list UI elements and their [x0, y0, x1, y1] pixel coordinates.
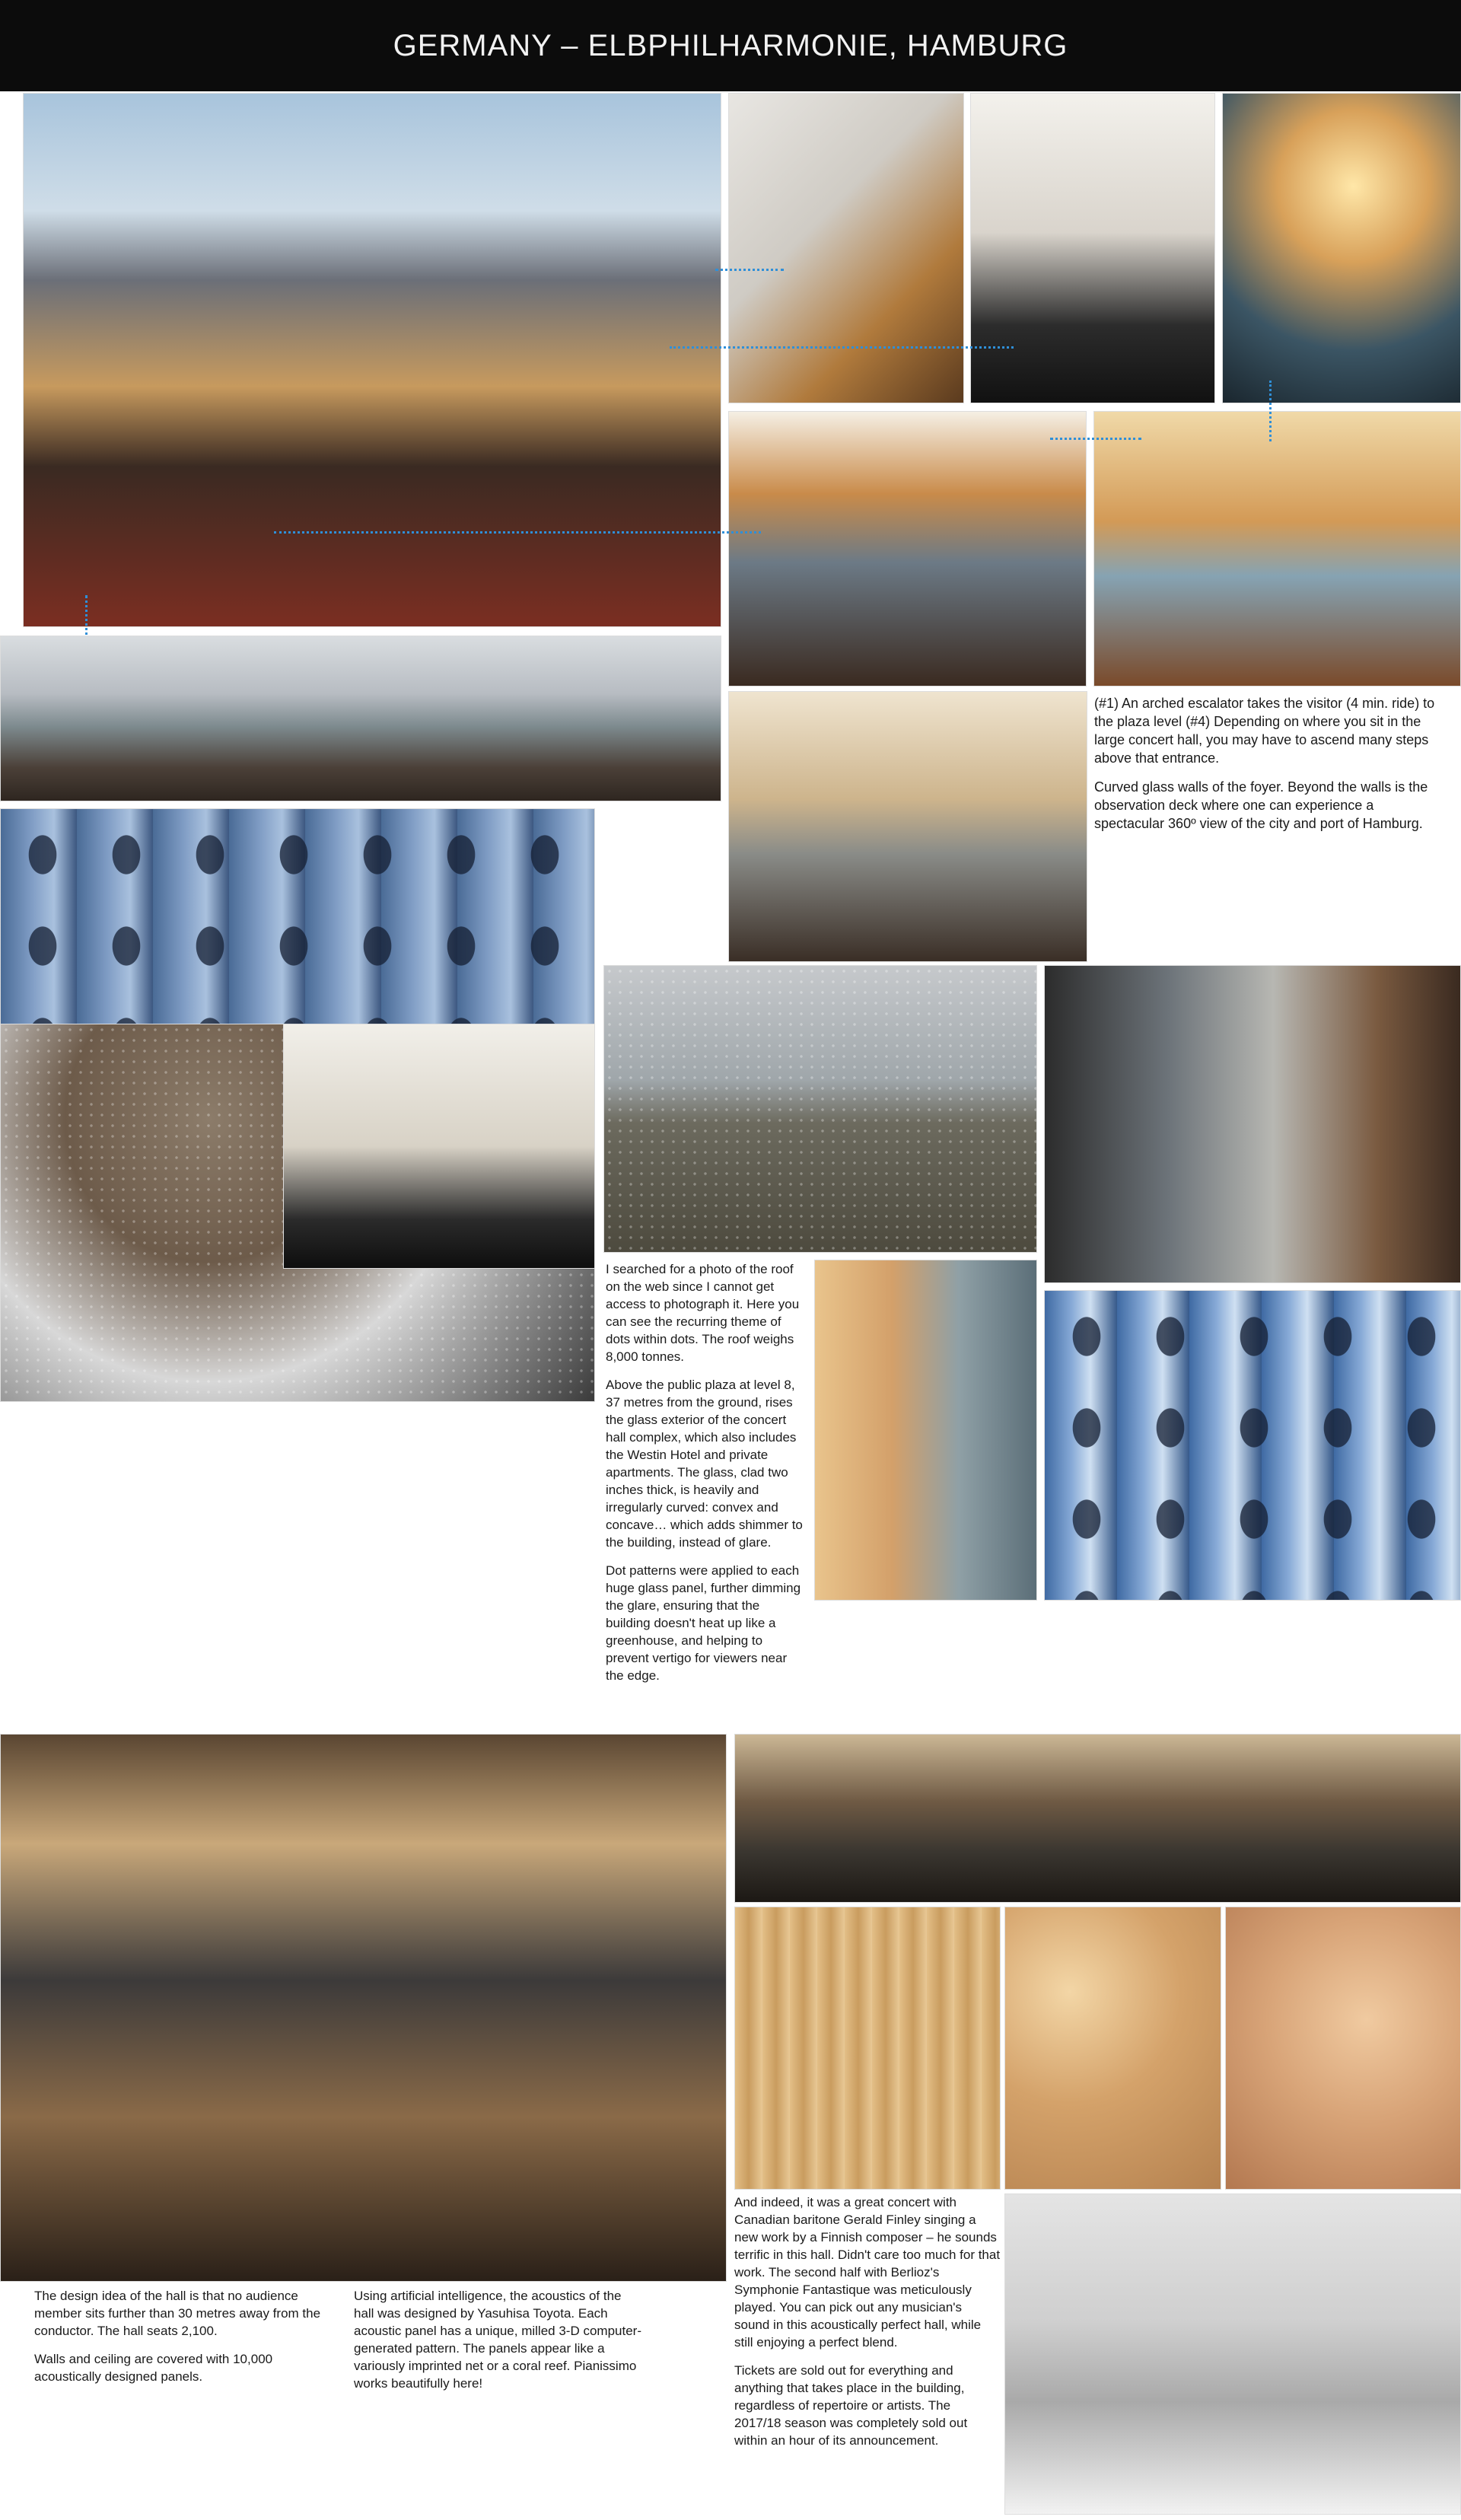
hall-audience-panorama-photo	[734, 1734, 1461, 1903]
caption-paragraph: Walls and ceiling are covered with 10,000 acoustically designed panels.	[34, 2352, 273, 2384]
glass-corridor-photo	[814, 1260, 1037, 1601]
leader-line	[1269, 381, 1272, 441]
caption-paragraph: Above the public plaza at level 8, 37 metres from the ground, rises the glass exterior of the concert hall complex, which also includes the Westin Hotel and private apartments. The glass, clad two inches thick, is heavily and irregularly curved: convex and concave… which adds shimmer to the building, instead of glare.	[606, 1378, 803, 1550]
leader-line	[715, 269, 784, 271]
building-cutaway-photo	[23, 93, 721, 627]
river-view-through-dots-photo	[603, 965, 1037, 1253]
acoustic-panel-texture-photo	[1225, 1907, 1461, 2190]
caption-paragraph: Curved glass walls of the foyer. Beyond the walls is the observation deck where one can experience a spectacular 360º view of the city and port of Hamburg.	[1094, 779, 1428, 831]
caption-paragraph: The design idea of the hall is that no audience member sits further than 30 metres away from the conductor. The hall seats 2,100.	[34, 2289, 321, 2338]
escalator-inset-photo	[283, 1024, 595, 1269]
leader-line	[274, 531, 761, 534]
caption-paragraph: I searched for a photo of the roof on the web since I cannot get access to photograph it. Here you can see the recurring theme of dots within dots. The roof weighs 8,000 tonnes.	[606, 1262, 800, 1364]
panel-milling-machine-photo	[1004, 2193, 1461, 2515]
acoustics-caption	[354, 2287, 643, 2403]
plaza-curved-glass-photo	[1093, 411, 1461, 687]
leader-line	[1050, 438, 1141, 440]
caption-paragraph: (#1) An arched escalator takes the visitor (4 min. ride) to the plaza level (#4) Depending on where you sit in the large concert hall, you may have to ascend many steps above that entrance.	[1094, 696, 1435, 766]
plaza-glass-wall-photo	[728, 411, 1087, 687]
title-banner	[0, 0, 1461, 91]
glass-facade-waves-photo	[1044, 1290, 1461, 1601]
concert-caption	[734, 2193, 1001, 2460]
acoustic-panel-wall-photo	[734, 1907, 1001, 2190]
escalator-plaza-caption	[1094, 694, 1446, 843]
concert-hall-interior-photo	[0, 1734, 727, 2282]
caption-paragraph: Using artificial intelligence, the acoustics of the hall was designed by Yasuhisa Toyota. Each acoustic panel has a unique, milled 3-D computer-generated pattern. The panels appear like a variously imprinted net or a coral reef. Pianissimo works beautifully here!	[354, 2289, 641, 2391]
observation-deck-panorama-photo	[0, 636, 721, 801]
curved-window-photo	[1044, 965, 1461, 1283]
staircase-entrance-photo	[728, 93, 964, 403]
caption-paragraph: Dot patterns were applied to each huge glass panel, further dimming the glare, ensuring that the building doesn't heat up like a greenhouse, and helping to prevent vertigo for viewers near the edge.	[606, 1563, 801, 1683]
foyer-columns-photo	[728, 691, 1087, 962]
glass-facade-closeup-photo	[0, 808, 595, 1029]
hall-design-caption	[34, 2287, 323, 2396]
acoustic-panel-closeup-photo	[1004, 1907, 1221, 2190]
foyer-lights-photo	[1222, 93, 1461, 403]
page-title: GERMANY – ELBPHILHARMONIE, HAMBURG	[393, 28, 1068, 62]
escalator-ride-photo	[970, 93, 1215, 403]
roof-glass-caption	[606, 1260, 805, 1695]
caption-paragraph: Tickets are sold out for everything and anything that takes place in the building, regardless of repertoire or artists. The 2017/18 season was completely sold out within an hour of its announcement.	[734, 2363, 968, 2448]
caption-paragraph: And indeed, it was a great concert with Canadian baritone Gerald Finley singing a new work by a Finnish composer – he sounds terrific in this hall. Didn't care too much for that work. The second half with Berlioz's Symphonie Fantastique was meticulously played. You can pick out any musician's sound in this acoustically perfect hall, while still enjoying a perfect blend.	[734, 2195, 1001, 2350]
leader-line	[670, 346, 1014, 349]
